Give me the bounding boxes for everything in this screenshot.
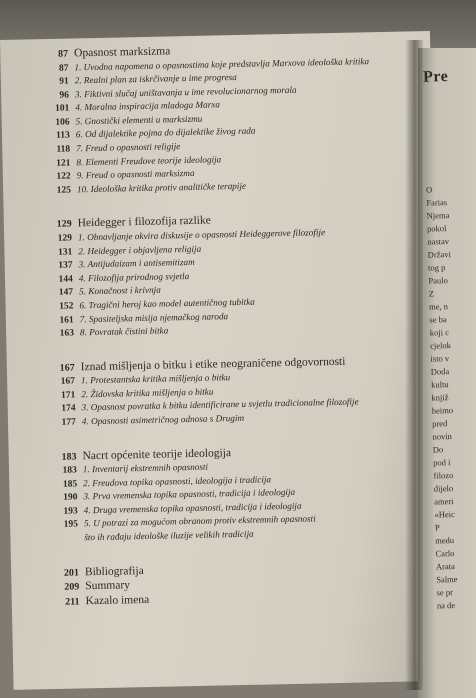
entry-page-number: 167	[60, 376, 76, 387]
entry-page-number: 195	[63, 519, 79, 531]
entry-page-number: 113	[56, 130, 70, 142]
right-page-line: «Heic	[434, 509, 455, 520]
entry-title: 5. Gnostički elementi u marksizmu	[75, 113, 203, 127]
entry-page-number: 174	[61, 403, 76, 415]
entry-title: 1. Obnavljanje okvira diskusije o opasnosti Heideggerove filozofije	[77, 227, 326, 243]
entry-title: 3. Opasnost povratka k bitku identificirane u svjetlu tradicionalne filozofije	[81, 396, 359, 413]
entry-title: 1. Inventarij ekstremnih opasnosti	[82, 461, 209, 475]
entry-page-number: 193	[63, 506, 78, 517]
table-of-contents	[44, 40, 426, 630]
entry-page-number: 137	[58, 260, 73, 271]
right-page-line: pred	[432, 418, 448, 429]
entry-title: 2. Realni plan za iskrčivanje u ime progresa	[74, 72, 237, 86]
right-page-line: Državi	[427, 249, 451, 260]
right-page-line: medu	[435, 535, 455, 546]
entry-page-number: 161	[59, 314, 74, 326]
right-page-title: Pre	[422, 68, 449, 86]
entry-page-number: 131	[57, 246, 73, 258]
entry-title: što ih rađaju ideološke iluzije velikih tradicija	[84, 528, 254, 543]
entry-page-number: 190	[63, 492, 78, 503]
entry-page-number: 177	[61, 417, 76, 428]
right-page-line: Arata	[435, 561, 455, 572]
entry-page-number: 185	[62, 479, 78, 490]
entry-page-number: 96	[59, 90, 70, 101]
entry-page-number: 101	[54, 103, 70, 115]
entry-title: 3. Antijudaizam i antisemitizam	[78, 257, 195, 270]
right-page-line: se pr	[436, 587, 454, 598]
entry-page-number: 147	[58, 287, 74, 299]
entry-title: 4. Filozofija prirodnog svjetla	[78, 270, 190, 284]
right-page-line: Paulo	[428, 275, 448, 286]
right-page-line: na de	[436, 600, 456, 611]
entry-page-number: 125	[56, 185, 72, 196]
entry-title: 2. Freudova topika opasnosti, ideologija i tradicija	[83, 473, 272, 488]
section-title: Summary	[85, 579, 131, 593]
right-page-line: O	[425, 184, 433, 195]
right-page-line: Salme	[436, 573, 458, 585]
entry-title: 3. Prva vremenska topika opasnosti, tradicija i ideologija	[83, 487, 296, 502]
toc-section	[52, 443, 424, 547]
entry-title: 6. Tragični heroj kao model autentičnog tubitka	[79, 296, 255, 311]
right-page-line: pod i	[433, 457, 451, 468]
section-page-number: 183	[61, 450, 77, 463]
section-page-number: 209	[64, 581, 80, 593]
right-page-line: ameri	[434, 496, 454, 507]
section-title: Nacrt općenite teorije ideologija	[82, 446, 232, 462]
right-page-line: koji c	[429, 327, 450, 338]
right-page-line: Farias	[426, 197, 448, 208]
right-page-line: Njema	[426, 210, 450, 221]
section-page-number: 211	[65, 596, 80, 608]
right-page-line: dijelo	[433, 483, 454, 494]
right-page-line: Do	[432, 444, 444, 455]
entry-page-number: 129	[57, 233, 73, 244]
entry-page-number: 106	[55, 117, 70, 128]
right-page-line: me, n	[428, 301, 449, 312]
entry-title: 3. Fiktivni slučaj uništavanja u ime revolucionarnog morala	[74, 84, 297, 100]
entry-page-number: 144	[58, 274, 73, 285]
entry-title: 6. Od dijalektike pojma do dijalektike živog rada	[75, 126, 256, 140]
entry-page-number: 163	[59, 328, 75, 339]
entry-page-number: 118	[56, 144, 71, 155]
entry-title: 8. Povratak čistini bitka	[79, 325, 169, 338]
right-page-line: Carlo	[435, 548, 455, 559]
entry-page-number: 122	[56, 171, 71, 183]
right-page-line: tog p	[427, 262, 446, 273]
section-page-number: 167	[59, 362, 75, 374]
right-page-line: nastav	[427, 236, 450, 247]
entry-page-number: 152	[59, 301, 74, 312]
entry-page-number: 171	[60, 390, 76, 401]
right-page-line: filozo	[433, 470, 454, 481]
toc-section	[44, 40, 417, 198]
right-page-line: Z	[428, 288, 435, 299]
section-page-number: 201	[63, 567, 80, 579]
entry-title: 7. Freud o opasnosti religije	[76, 141, 181, 154]
entry-title: 2. Židovska kritika mišljenja o bitku	[81, 386, 214, 400]
toc-section	[51, 354, 422, 431]
entry-title: 4. Moralna inspiracija mladoga Marxa	[75, 99, 221, 113]
entry-title: 8. Elementi Freudove teorije ideologija	[76, 153, 222, 168]
right-page-line: pokol	[426, 223, 447, 234]
entry-page-number: 87	[58, 62, 69, 74]
entry-title: 10. Ideološka kritika protiv analitičke terapije	[76, 180, 247, 195]
right-page-line: kultu	[431, 379, 449, 390]
section-page-number: 87	[58, 48, 69, 60]
entry-title: 4. Opasnosti asimetričnog odnosa s Drugim	[81, 412, 245, 427]
toc-section	[48, 211, 421, 342]
entry-page-number: 121	[56, 158, 71, 169]
right-page-line: knjiž	[431, 392, 449, 403]
section-title: Opasnost marksizma	[73, 45, 171, 60]
toc-section	[55, 559, 426, 610]
entry-title: 2. Heidegger i objavljena religija	[78, 243, 202, 256]
entry-title: 1. Protestantska kritika mišljenja o bitku	[80, 372, 231, 386]
right-page-line: novin	[432, 431, 452, 442]
right-page-line: isto v	[430, 353, 450, 364]
entry-title: 5. U potrazi za mogućom obranom protiv ekstremnih opasnosti	[83, 513, 316, 529]
entry-page-number: 91	[59, 76, 69, 87]
section-title: Heidegger i filozofija razlike	[77, 214, 211, 230]
entry-page-number: 183	[62, 465, 77, 476]
entry-title: 9. Freud o opasnosti marksizma	[76, 168, 195, 181]
entry-title: 7. Spasiteljska misija njemačkog naroda	[79, 310, 229, 324]
right-page-line: heimo	[431, 405, 454, 416]
section-page-number: 129	[56, 218, 72, 231]
entry-title: 5. Konačnost i krivnja	[79, 284, 161, 297]
entry-title: 1. Uvodna napomena o opasnostima koje predstavlja Marxova ideološka kritika	[74, 55, 370, 72]
right-page-line: cjelok	[429, 340, 452, 351]
right-page-line: P	[434, 522, 440, 533]
section-title: Kazalo imena	[85, 593, 150, 607]
right-page-line: Doda	[430, 366, 450, 377]
section-title: Bibliografija	[84, 564, 144, 578]
section-title: Iznad mišljenja o bitku i etike neograničene odgovornosti	[80, 355, 346, 373]
right-page-line: se ba	[429, 314, 447, 325]
entry-title: 4. Druga vremenska topika opasnosti, tradicija i ideologija	[83, 500, 302, 516]
